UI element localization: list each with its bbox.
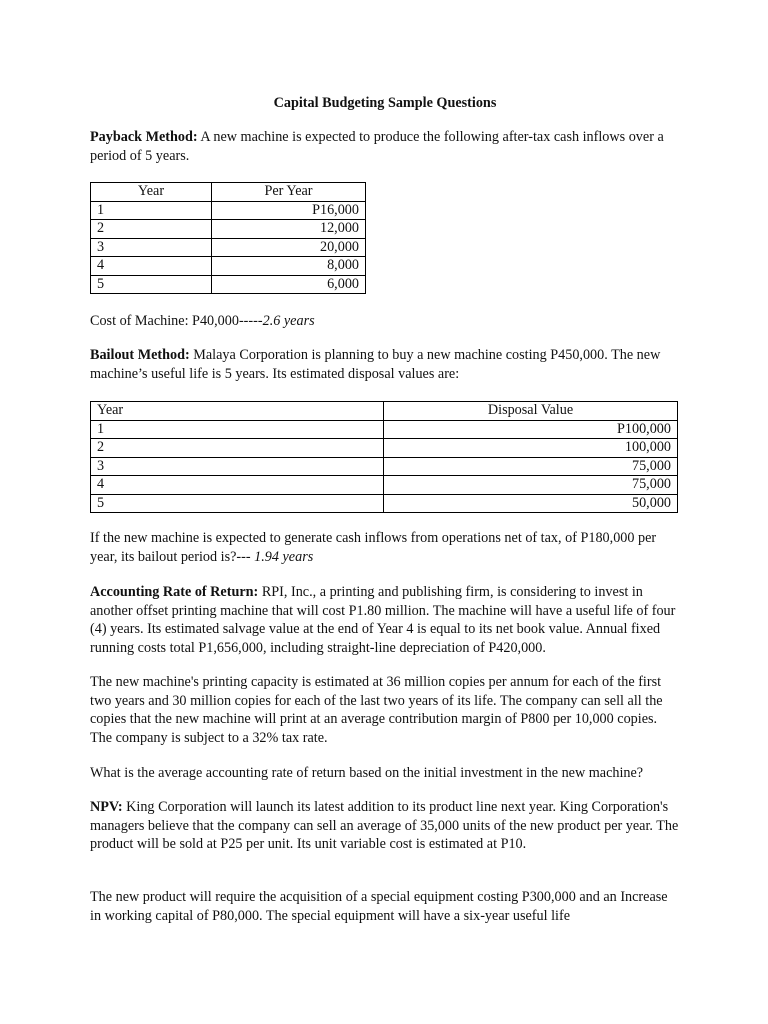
table-cell: 2: [91, 439, 384, 458]
table-header-year: Year: [91, 183, 212, 202]
table-cell: 4: [91, 257, 212, 276]
table-cell: 12,000: [212, 220, 366, 239]
npv-paragraph: [90, 798, 680, 854]
table-cell: 6,000: [212, 275, 366, 294]
table-cell: 50,000: [384, 494, 678, 513]
table-row: [91, 238, 366, 257]
page-title: Capital Budgeting Sample Questions: [273, 95, 497, 111]
table-cell: P16,000: [212, 201, 366, 220]
table-cell: 75,000: [384, 457, 678, 476]
table-cell: 3: [91, 238, 212, 257]
bailout-table: [90, 401, 678, 513]
table-cell: 4: [91, 476, 384, 495]
npv-paragraph-2: The new product will require the acquisition of a special equipment costing P300,000 and an Increase in working capital of P80,000. The special equipment will have a six-year useful life: [90, 889, 668, 924]
table-header-row: [91, 183, 366, 202]
table-header-row: [91, 402, 678, 421]
table-cell: 1: [91, 201, 212, 220]
table-row: [91, 275, 366, 294]
table-row: [91, 420, 678, 439]
arr-paragraph: [90, 583, 680, 657]
bailout-paragraph: [90, 346, 680, 383]
table-cell: 100,000: [384, 439, 678, 458]
table-cell: 75,000: [384, 476, 678, 495]
arr-paragraph-2: The new machine's printing capacity is estimated at 36 million copies per annum for each of the first two years and 30 million copies for each of the last two years of its life. The company can sell all the copies that the new machine will print at an average contribution margin of P800 per 10,000 copies. The company is subject to a 32% tax rate.: [90, 674, 663, 746]
table-row: [91, 439, 678, 458]
npv-heading: NPV:: [90, 799, 123, 815]
bailout-question: [90, 529, 680, 566]
arr-text: RPI, Inc., a printing and publishing firm, is considering to invest in another offset printing machine that will cost P1.80 million. The machine will have a useful life of four (4) years. Its estimated salvage value at the end of Year 4 is equal to its net book value. Annual fixed running costs total P1,656,000, including straight-line depreciation of P420,000.: [90, 584, 676, 656]
bailout-heading: Bailout Method:: [90, 347, 190, 363]
table-cell: 1: [91, 420, 384, 439]
arr-heading: Accounting Rate of Return:: [90, 584, 259, 600]
table-cell: 5: [91, 494, 384, 513]
table-row: [91, 457, 678, 476]
table-cell: P100,000: [384, 420, 678, 439]
bailout-text: Malaya Corporation is planning to buy a new machine costing P450,000. The new machine’s useful life is 5 years. Its estimated disposal values are:: [90, 347, 661, 382]
table-cell: 8,000: [212, 257, 366, 276]
payback-text: A new machine is expected to produce the following after-tax cash inflows over a period of 5 years.: [90, 129, 664, 164]
table-row: [91, 494, 678, 513]
payback-heading: Payback Method:: [90, 129, 198, 145]
bailout-answer: 1.94 years: [254, 548, 314, 565]
table-header-disposal-value: Disposal Value: [384, 402, 678, 421]
table-cell: 20,000: [212, 238, 366, 257]
table-header-per-year: Per Year: [212, 183, 366, 202]
table-row: [91, 257, 366, 276]
cost-text: Cost of Machine: P40,000-----: [90, 313, 263, 329]
table-cell: 2: [91, 220, 212, 239]
table-row: [91, 476, 678, 495]
cost-of-machine-line: [90, 312, 680, 331]
table-header-year: Year: [91, 402, 384, 421]
payback-table: [90, 182, 366, 294]
table-cell: 3: [91, 457, 384, 476]
npv-text: King Corporation will launch its latest addition to its product line next year. King Corporation's managers believe that the company can sell an average of 35,000 units of the new product per year. The product will be sold at P25 per unit. Its unit variable cost is estimated at P10.: [90, 799, 679, 852]
bailout-question-text: If the new machine is expected to generate cash inflows from operations net of tax, of P180,000 per year, its bailout period is?---: [90, 530, 657, 565]
arr-question: What is the average accounting rate of return based on the initial investment in the new machine?: [90, 765, 644, 781]
table-cell: 5: [91, 275, 212, 294]
table-row: [91, 220, 366, 239]
payback-paragraph: [90, 128, 680, 165]
payback-answer: 2.6 years: [262, 313, 315, 329]
table-row: [91, 201, 366, 220]
